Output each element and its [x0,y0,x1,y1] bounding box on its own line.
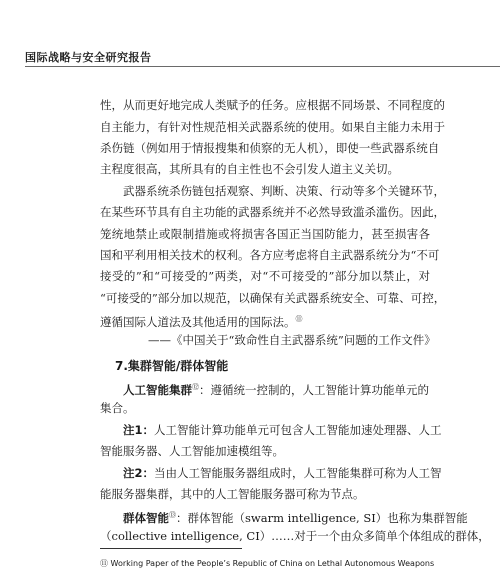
term-ai-cluster: 人工智能集群 [123,382,192,397]
body-line: 能服务器集群，其中的人工智能服务器可称为节点。 [100,487,365,501]
body-line: 性，从而更好地完成人类赋予的任务。应根据不同场景、不同程度的 [100,98,445,112]
footnote: ⑪ Working Paper of the People’s Republic of China on Lethal Autonomous Weapons [100,559,435,568]
citation: ——《中国关于“致命性自主武器系统”问题的工作文件》 [148,333,436,347]
section-title: 7.集群智能/群体智能 [115,359,229,373]
note-label: 注2： [123,466,155,480]
note-text: 人工智能计算功能单元可包含人工智能加速处理器、人工 [154,423,442,437]
body-line: 武器系统杀伤链包括观察、判断、决策、行动等多个关键环节， [123,184,445,198]
body-line: 在某些环节具有自主功能的武器系统并不必然导致滥杀滥伤。因此， [100,205,445,219]
body-line: 接受的”和“可接受的”两类，对“不可接受的”部分加以禁止，对 [100,269,430,283]
note-text: 当由人工智能服务器组成时，人工智能集群可称为人工智 [154,466,442,480]
definition-swarm [123,506,468,527]
body-line-last [100,310,430,331]
footnote-marker[interactable]: ⑬ [169,511,176,519]
definition-text: ：遵循统一控制的，人工智能计算功能单元的 [199,382,429,397]
definition-text: ：群体智能（swarm intelligence, SI）也称为集群智能 [176,510,468,525]
body-line: 主程度很高，其所具有的自主性也不会引发人道主义关切。 [100,162,399,176]
term-swarm: 群体智能 [123,510,169,525]
body-line: “可接受的”部分加以规范，以确保有关武器系统安全、可靠、可控， [100,291,446,305]
definition-ai-cluster [123,378,430,399]
body-text: 遵循国际人道法及其他适用的国际法。 [100,314,296,329]
footnote-rule [100,548,242,549]
body-line: 笼统地禁止或限制措施或将损害各国正当国防能力，甚至损害各 [100,227,430,241]
footnote-marker[interactable]: ⑪ [295,315,303,323]
running-header: 国际战略与安全研究报告 [25,51,152,64]
body-line: 自主能力，有针对性规范相关武器系统的使用。如果自主能力未用于 [100,120,445,134]
note-label: 注1： [123,423,155,437]
body-line: 智能服务器、人工智能加速模组等。 [100,444,284,458]
note-1 [123,421,442,439]
body-line: 国和平利用相关技术的权利。各方应考虑将自主武器系统分为“不可 [100,248,440,262]
footnote-marker[interactable]: ⑫ [192,383,199,391]
body-line: 集合。 [100,401,135,415]
header-rule [25,66,500,67]
body-line: 杀伤链（例如用于情报搜集和侦察的无人机），即使一些武器系统自 [100,141,440,155]
note-2 [123,464,442,482]
body-line: （collective intelligence, CI）……对于一个由众多简单个体组成的群体， [100,529,490,543]
